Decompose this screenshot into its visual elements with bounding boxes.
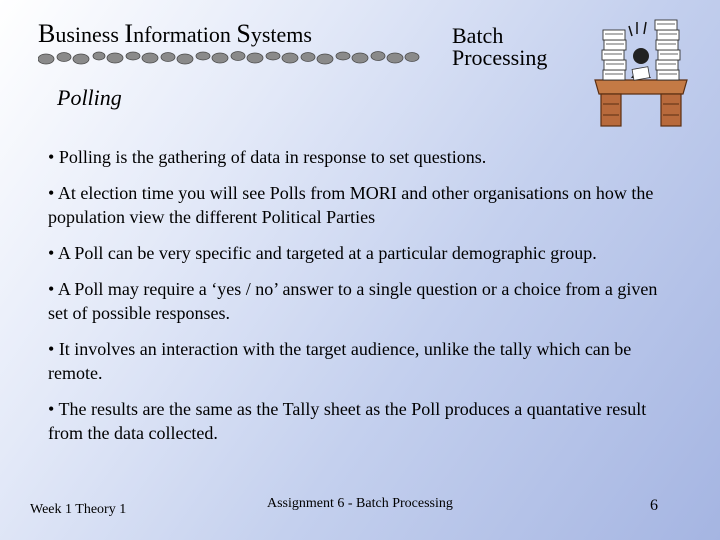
bullet-marker: • bbox=[48, 243, 55, 263]
bullet-list bbox=[48, 145, 680, 457]
bullet-item bbox=[48, 241, 680, 265]
bullet-item bbox=[48, 397, 680, 445]
bullet-text: The results are the same as the Tally sheet as the Poll produces a quantative result from the data collected. bbox=[48, 399, 647, 443]
desk-paperwork-icon bbox=[591, 14, 691, 129]
section-title: Polling bbox=[57, 85, 122, 110]
bullet-marker: • bbox=[48, 279, 55, 299]
brand-word: Business bbox=[38, 19, 125, 48]
topic-line: Processing bbox=[452, 45, 548, 70]
footer-week-label: Week 1 Theory 1 bbox=[30, 502, 127, 517]
bullet-item bbox=[48, 337, 680, 385]
topic-line: Batch bbox=[452, 23, 504, 48]
bullet-item bbox=[48, 277, 680, 325]
bullet-marker: • bbox=[48, 339, 55, 359]
brand-word: Systems bbox=[236, 19, 312, 48]
bullet-text: A Poll may require a ‘yes / no’ answer to a single question or a choice from a given set of possible responses. bbox=[48, 279, 658, 323]
page-number: 6 bbox=[650, 497, 658, 514]
bullet-text: It involves an interaction with the target audience, unlike the tally which can be remote. bbox=[48, 339, 632, 383]
bullet-item bbox=[48, 145, 680, 169]
bullet-text: Polling is the gathering of data in response to set questions. bbox=[58, 147, 487, 167]
bullet-marker: • bbox=[48, 399, 55, 419]
brand-word: Information bbox=[124, 19, 237, 48]
bullet-marker: • bbox=[48, 183, 55, 203]
topic-title bbox=[452, 25, 547, 69]
bullet-item bbox=[48, 181, 680, 229]
footer-assignment-label: Assignment 6 - Batch Processing bbox=[267, 496, 453, 511]
bullet-text: At election time you will see Polls from MORI and other organisations on how the population view the different Political Parties bbox=[48, 183, 654, 227]
bullet-text: A Poll can be very specific and targeted at a particular demographic group. bbox=[57, 243, 597, 263]
bullet-marker: • bbox=[48, 147, 55, 167]
pebble-divider-icon bbox=[38, 46, 424, 68]
brand-title bbox=[38, 19, 312, 49]
